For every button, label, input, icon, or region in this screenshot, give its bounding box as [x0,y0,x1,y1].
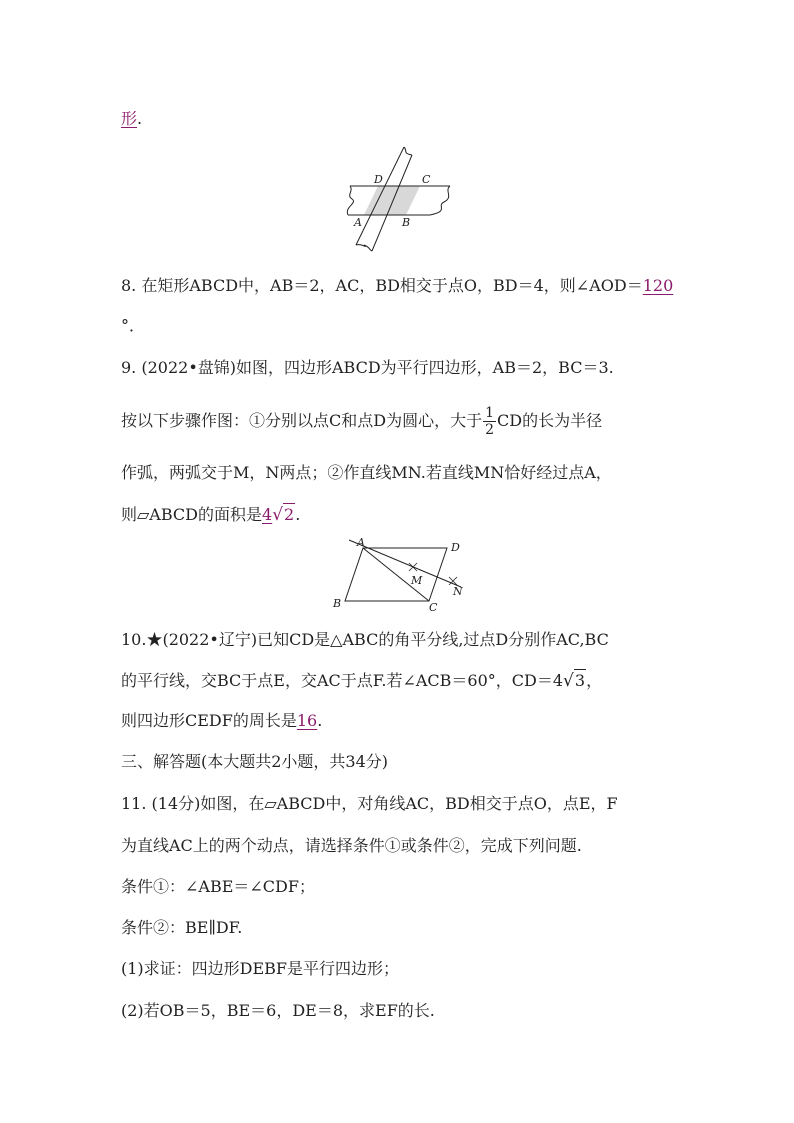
fig2-label-C: C [429,601,438,613]
question-9-line-4: 则▱ABCD的面积是4√2. [121,505,301,525]
question-10-line-2: 的平行线，交BC于点E，交AC于点F.若∠ACB＝60°，CD＝4√3， [121,671,603,691]
fig2-label-N: N [453,585,463,598]
fig1-label-A: A [354,216,362,229]
question-9-line-2: 按以下步骤作图：①分别以点C和点D为圆心，大于 $\frac{1}{2}$ CD的长为半径 [121,405,603,438]
question-11-condition-1: 条件①：∠ABE＝∠CDF； [121,877,315,896]
question-11-condition-2: 条件②：BE∥DF. [121,918,243,937]
question-9-line-3: 作弧，两弧交于M，N两点；②作直线MN.若直线MN恰好经过点A， [121,463,612,482]
question-8-line-2: °． [121,316,146,335]
question-11-line-1: 11. (14分)如图，在▱ABCD中，对角线AC，BD相交于点O，点E，F [121,794,618,813]
question-11-part-1: (1)求证：四边形DEBF是平行四边形； [121,959,400,978]
answer-continuation: 形 [121,109,138,128]
answer-q9: 4√2 [262,505,295,525]
fig2-label-B: B [333,597,342,610]
question-11-part-2: (2)若OB＝5，BE＝6，DE＝8，求EF的长. [121,1001,435,1020]
continuation-line: 形. [121,109,143,128]
section-3-title: 三、解答题(本大题共2小题，共34分) [121,752,389,771]
question-8-line-1: 8. 在矩形ABCD中，AB＝2，AC，BD相交于点O，BD＝4，则∠AOD＝120 [121,276,674,295]
answer-q10: 16 [296,711,318,730]
figure-parallelogram-mn [325,535,475,613]
figure-strips-parallelogram [340,145,455,255]
answer-q8: 120 [642,276,674,295]
question-10-line-1: 10.★(2022•辽宁)已知CD是△ABC的角平分线,过点D分别作AC,BC [121,630,609,649]
fig1-label-B: B [402,216,411,229]
fig1-label-D: D [374,173,383,186]
question-9-line-1: 9. (2022•盘锦)如图，四边形ABCD为平行四边形，AB＝2，BC＝3. [121,358,614,377]
fig2-label-A: A [357,536,365,549]
fig2-label-M: M [411,574,423,587]
fig2-label-D: D [451,541,460,554]
fig1-label-C: C [422,173,431,186]
fraction-one-half: $\frac{1}{2}$ [485,405,494,438]
question-11-line-2: 为直线AC上的两个动点，请选择条件①或条件②，完成下列问题. [121,836,582,855]
question-10-line-3: 则四边形CEDF的周长是16. [121,711,323,730]
